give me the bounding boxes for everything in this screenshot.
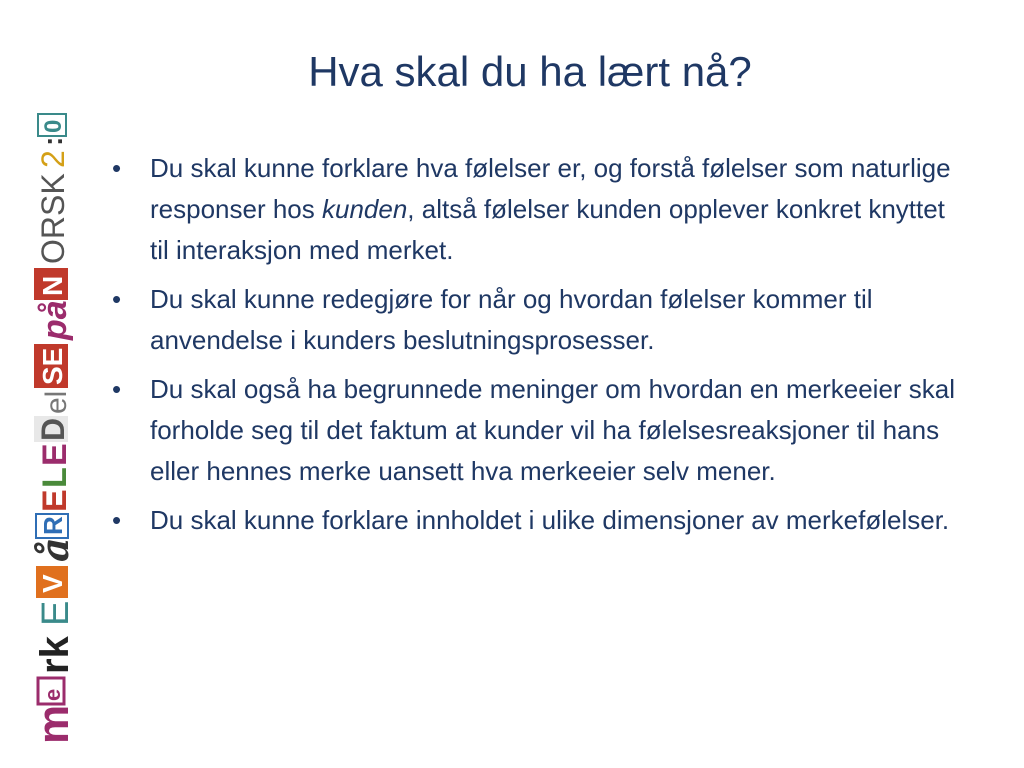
logo-letter-e2: E xyxy=(36,489,74,512)
logo-letters-pa: på xyxy=(36,300,74,340)
logo-letters-orsk: ORSK xyxy=(35,173,71,264)
logo-letter-E: E xyxy=(35,600,77,626)
bullet-text: Du skal kunne forklare innholdet i ulike dimensjoner av merkefølelser. xyxy=(150,505,950,535)
brand-logo-vertical xyxy=(29,28,78,748)
logo-letter-n: N xyxy=(37,275,68,296)
bullet-list xyxy=(110,148,970,549)
logo-letter-aa: å xyxy=(32,537,77,562)
logo-letter-l: L xyxy=(36,467,74,488)
logo-letter-m: m xyxy=(29,704,78,744)
bullet-text: , altså følelser kunden opplever konkret knyttet til interaksjon med merket. xyxy=(150,194,945,265)
bullet-text: Du skal kunne redegjøre for når og hvordan følelser kommer til anvendelse i kunders beslutningsprosesser. xyxy=(150,284,873,355)
slide-title: Hva skal du ha lært nå? xyxy=(308,48,752,95)
logo-digit-2: 2 xyxy=(35,150,71,168)
logo-letter-r: R xyxy=(38,516,68,535)
logo-letters-se: SE xyxy=(37,347,68,385)
bullet-text: Du skal kunne forklare hva følelser er, og forstå følelser som naturlige responser hos xyxy=(150,153,951,224)
logo-letter-e: e xyxy=(40,688,65,701)
logo-letters-el: el xyxy=(40,390,73,414)
logo-letters-rk: rk xyxy=(33,636,77,674)
bullet-item xyxy=(110,148,970,271)
logo-letter-d: D xyxy=(35,417,71,441)
bullet-emphasis: kunden xyxy=(321,194,408,224)
logo-letter-e3: E xyxy=(36,443,74,466)
logo-letter-v: V xyxy=(37,574,68,593)
bullet-item xyxy=(110,279,970,361)
bullet-item xyxy=(110,500,970,541)
logo-colon: : xyxy=(37,136,68,146)
bullet-item xyxy=(110,369,970,492)
brand-logo-graphic xyxy=(29,28,78,748)
bullet-text: Du skal også ha begrunnede meninger om hvordan en merkeeier skal forholde seg til det faktum at kunder vil ha følelsesreaksjoner til hans eller hennes merke uansett hva merkeeier selv mener. xyxy=(150,374,956,486)
logo-digit-0: 0 xyxy=(40,119,67,133)
